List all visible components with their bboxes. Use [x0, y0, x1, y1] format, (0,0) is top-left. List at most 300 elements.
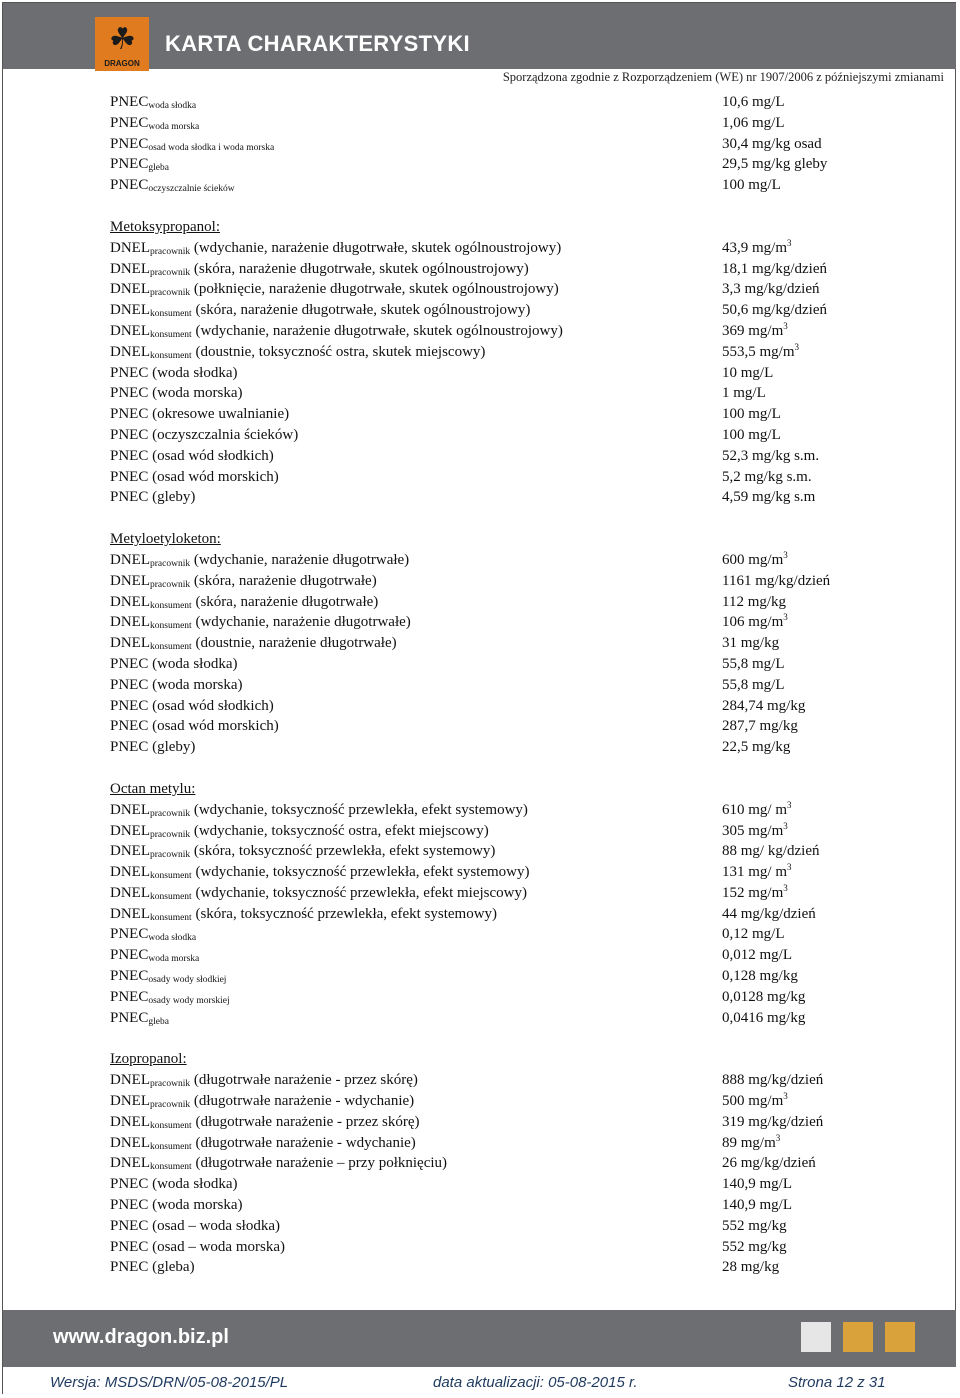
parameter-condition: (skóra, narażenie długotrwałe, skutek ogólnoustrojowy): [191, 302, 531, 319]
parameter-value: [722, 904, 816, 925]
parameter-condition: (wdychanie, toksyczność ostra, efekt miejscowy): [190, 822, 489, 839]
parameter-subscript: pracownik: [150, 246, 191, 257]
value-text: 4,59 mg/kg s.m: [722, 489, 816, 506]
section-heading: Izopropanol:: [110, 1051, 187, 1068]
parameter-value: [722, 1070, 823, 1091]
value-text: 28 mg/kg: [722, 1259, 780, 1276]
parameter-row: [110, 945, 890, 966]
parameter-row: [110, 342, 890, 363]
parameter-row: [110, 446, 890, 467]
value-text: 43,9 mg/m: [722, 239, 788, 256]
parameter-condition: (wdychanie, narażenie długotrwałe, skutek ogólnoustrojowy): [190, 239, 562, 256]
parameter-label: [110, 1257, 195, 1278]
parameter-value: [722, 363, 773, 384]
parameter-row: [110, 612, 890, 633]
parameter-label: [110, 404, 289, 425]
parameter-label: [110, 675, 242, 696]
parameter-value: [722, 259, 827, 280]
parameter-value: [722, 446, 819, 467]
parameter-value: [722, 342, 799, 363]
parameter-subscript: konsument: [150, 1120, 192, 1131]
parameter-row: [110, 1112, 890, 1133]
value-text: 552 mg/kg: [722, 1238, 787, 1255]
value-superscript: 3: [783, 549, 788, 560]
section-heading-row: [110, 1049, 890, 1070]
parameter-name: PNEC: [110, 114, 149, 131]
parameter-subscript: konsument: [150, 1141, 192, 1152]
value-text: 888 mg/kg/dzień: [722, 1072, 824, 1089]
parameter-subscript: pracownik: [150, 850, 191, 861]
header-band: [3, 3, 956, 69]
value-text: 52,3 mg/kg s.m.: [722, 447, 820, 464]
parameter-value: [722, 487, 815, 508]
parameter-row: [110, 883, 890, 904]
parameter-row: [110, 716, 890, 737]
parameter-row: [110, 966, 890, 987]
version-text: Wersja: MSDS/DRN/05-08-2015/PL: [50, 1374, 289, 1391]
value-text: 1,06 mg/L: [722, 114, 785, 131]
parameter-subscript: konsument: [150, 1162, 192, 1173]
parameter-condition: (skóra, narażenie długotrwałe): [190, 572, 377, 589]
parameter-value: [722, 113, 785, 134]
parameter-value: [722, 716, 798, 737]
parameter-subscript: woda morska: [148, 954, 200, 965]
value-superscript: 3: [794, 341, 800, 352]
value-text: 31 mg/kg: [722, 635, 780, 652]
value-text: 284,74 mg/kg: [722, 697, 806, 714]
parameter-label: [110, 1008, 169, 1033]
value-text: 22,5 mg/kg: [722, 739, 791, 756]
footer-band: [3, 1310, 956, 1367]
parameter-value: [722, 592, 786, 613]
parameter-value: [722, 821, 788, 842]
parameter-subscript: pracownik: [150, 558, 191, 569]
parameter-name: PNEC (osad – woda słodka): [110, 1217, 280, 1234]
parameter-name: PNEC (osad wód morskich): [110, 468, 279, 485]
parameter-name: PNEC (okresowe uwalnianie): [110, 406, 290, 423]
parameter-condition: (wdychanie, narażenie długotrwałe, skutek ogólnoustrojowy): [191, 322, 563, 339]
parameter-subscript: osad woda słodka i woda morska: [148, 142, 275, 153]
dragon-logo-icon: ☘: [109, 22, 136, 57]
parameter-row: [110, 1237, 890, 1258]
value-superscript: 3: [775, 1132, 781, 1143]
parameter-row: [110, 821, 890, 842]
parameter-value: [722, 467, 812, 488]
parameter-name: PNEC (woda słodka): [110, 364, 238, 381]
value-text: 10,6 mg/L: [722, 94, 785, 110]
parameter-name: DNEL: [110, 635, 150, 652]
parameter-label: [110, 383, 242, 404]
parameter-name: PNEC: [110, 926, 149, 943]
parameter-subscript: konsument: [150, 329, 192, 340]
value-text: 29,5 mg/kg gleby: [722, 156, 828, 173]
parameter-condition: (długotrwałe narażenie - przez skórę): [191, 1113, 420, 1130]
value-superscript: 3: [783, 1091, 788, 1102]
value-text: 55,8 mg/L: [722, 676, 785, 693]
value-text: 0,0128 mg/kg: [722, 988, 806, 1005]
parameter-condition: (wdychanie, toksyczność przewlekła, efekt systemowy): [190, 801, 528, 818]
parameter-value: [722, 945, 792, 966]
parameter-name: DNEL: [110, 1093, 150, 1110]
parameter-value: [722, 1153, 816, 1174]
parameter-row: [110, 134, 890, 155]
parameter-value: [722, 1195, 792, 1216]
value-text: 88 mg/ kg/dzień: [722, 843, 820, 860]
parameter-name: DNEL: [110, 343, 150, 360]
parameter-name: PNEC (osad – woda morska): [110, 1238, 285, 1255]
value-superscript: 3: [787, 237, 792, 248]
parameter-row: [110, 1174, 890, 1195]
footer-square-3: [885, 1322, 915, 1352]
parameter-row: [110, 1091, 890, 1112]
parameter-subscript: woda słodka: [148, 101, 197, 111]
parameter-label: [110, 716, 279, 737]
parameter-name: DNEL: [110, 1155, 150, 1172]
value-text: 1161 mg/kg/dzień: [722, 572, 831, 589]
parameter-name: DNEL: [110, 614, 150, 631]
parameter-value: [722, 654, 785, 675]
parameter-condition: (wdychanie, narażenie długotrwałe): [190, 551, 410, 568]
value-text: 287,7 mg/kg: [722, 718, 798, 735]
parameter-subscript: pracownik: [150, 288, 191, 299]
value-text: 152 mg/m: [722, 884, 784, 901]
value-text: 50,6 mg/kg/dzień: [722, 302, 827, 319]
parameter-condition: (wdychanie, toksyczność przewlekła, efekt miejscowy): [191, 884, 527, 901]
value-text: 5,2 mg/kg s.m.: [722, 468, 812, 485]
value-text: 140,9 mg/L: [722, 1176, 792, 1193]
parameter-name: DNEL: [110, 1072, 150, 1089]
parameter-name: PNEC: [110, 94, 149, 110]
value-text: 3,3 mg/kg/dzień: [722, 281, 820, 298]
value-text: 140,9 mg/L: [722, 1197, 792, 1214]
parameter-value: [722, 175, 781, 196]
parameter-value: [722, 321, 788, 342]
parameter-subscript: pracownik: [150, 267, 191, 278]
parameter-value: [722, 675, 785, 696]
parameter-condition: (połknięcie, narażenie długotrwałe, skutek ogólnoustrojowy): [190, 281, 559, 298]
parameter-name: PNEC (woda słodka): [110, 655, 238, 672]
parameter-condition: (długotrwałe narażenie - wdychanie): [190, 1093, 415, 1110]
value-superscript: 3: [783, 820, 788, 831]
parameter-name: DNEL: [110, 843, 150, 860]
parameter-row: [110, 841, 890, 862]
parameter-name: DNEL: [110, 572, 150, 589]
parameter-row: [110, 238, 890, 259]
parameter-value: [722, 425, 781, 446]
dragon-logo: [95, 17, 149, 71]
parameter-subscript: konsument: [150, 600, 192, 611]
parameter-value: [722, 1008, 805, 1029]
parameter-value: [722, 696, 805, 717]
value-text: 89 mg/m: [722, 1134, 776, 1151]
parameter-row: [110, 904, 890, 925]
value-text: 55,8 mg/L: [722, 655, 785, 672]
parameter-subscript: woda słodka: [148, 933, 197, 944]
footer-bar: [3, 1367, 956, 1394]
parameter-subscript: pracownik: [150, 808, 191, 819]
parameter-row: [110, 592, 890, 613]
parameter-value: [722, 238, 792, 259]
parameter-subscript: pracownik: [150, 1100, 191, 1111]
parameter-value: [722, 737, 790, 758]
parameter-name: PNEC: [110, 177, 149, 194]
section-heading-row: [110, 529, 890, 550]
parameter-value: [722, 966, 798, 987]
value-superscript: 3: [787, 799, 792, 810]
parameter-value: [722, 883, 788, 904]
parameter-subscript: pracownik: [150, 829, 191, 840]
value-text: 305 mg/m: [722, 822, 784, 839]
parameter-row: [110, 800, 890, 821]
parameter-subscript: woda morska: [148, 121, 200, 132]
parameter-label: [110, 1237, 285, 1258]
logo-text: DRAGON: [104, 59, 140, 68]
parameter-name: PNEC (gleby): [110, 489, 196, 506]
section-heading: Octan metylu:: [110, 780, 196, 797]
parameter-subscript: konsument: [150, 350, 192, 361]
value-text: 10 mg/L: [722, 364, 774, 381]
parameter-label: [110, 654, 238, 675]
parameter-value: [722, 987, 805, 1008]
parameter-name: PNEC (osad wód słodkich): [110, 447, 274, 464]
parameter-row: [110, 404, 890, 425]
parameter-row: [110, 862, 890, 883]
value-text: 30,4 mg/kg osad: [722, 135, 822, 152]
parameter-subscript: konsument: [150, 309, 192, 320]
value-text: 552 mg/kg: [722, 1217, 787, 1234]
parameter-name: PNEC (osad wód morskich): [110, 718, 279, 735]
parameter-subscript: konsument: [150, 891, 192, 902]
value-text: 0,012 mg/L: [722, 947, 792, 964]
value-text: 369 mg/m: [722, 322, 784, 339]
parameter-condition: (skóra, narażenie długotrwałe): [191, 593, 379, 610]
parameter-condition: (doustnie, toksyczność ostra, skutek miejscowy): [191, 343, 486, 360]
value-superscript: 3: [783, 882, 788, 893]
parameter-row: [110, 550, 890, 571]
value-text: 100 mg/L: [722, 177, 781, 194]
parameter-value: [722, 550, 788, 571]
parameter-row: [110, 259, 890, 280]
parameter-row: [110, 696, 890, 717]
parameter-row: [110, 1195, 890, 1216]
section-gap: [110, 1028, 890, 1049]
parameter-name: DNEL: [110, 239, 150, 256]
parameter-row: [110, 113, 890, 134]
website-link[interactable]: www.dragon.biz.pl: [53, 1326, 229, 1348]
value-text: 100 mg/L: [722, 426, 781, 443]
parameter-name: PNEC (woda morska): [110, 676, 243, 693]
value-text: 500 mg/m: [722, 1093, 784, 1110]
parameter-value: [722, 1216, 787, 1237]
parameter-value: [722, 404, 781, 425]
parameter-subscript: osady wody morskiej: [148, 995, 230, 1006]
parameter-condition: (skóra, narażenie długotrwałe, skutek ogólnoustrojowy): [190, 260, 529, 277]
parameter-value: [722, 300, 827, 321]
parameter-value: [722, 383, 766, 404]
parameter-row: [110, 321, 890, 342]
parameter-subscript: konsument: [150, 621, 192, 632]
parameter-value: [722, 1237, 787, 1258]
parameter-name: DNEL: [110, 593, 150, 610]
regulation-note: Sporządzona zgodnie z Rozporządzeniem (WE) nr 1907/2006 z późniejszymi zmianami: [502, 70, 944, 84]
parameter-row: [110, 467, 890, 488]
parameter-row: [110, 654, 890, 675]
parameter-condition: (długotrwałe narażenie - wdychanie): [191, 1134, 416, 1151]
parameter-row: [110, 154, 890, 175]
parameter-name: DNEL: [110, 884, 150, 901]
parameter-row: [110, 363, 890, 384]
parameter-condition: (wdychanie, narażenie długotrwałe): [191, 614, 411, 631]
parameter-condition: (długotrwałe narażenie - przez skórę): [190, 1072, 418, 1089]
parameter-name: PNEC (woda morska): [110, 1197, 243, 1214]
value-superscript: 3: [783, 612, 788, 623]
parameter-value: [722, 571, 830, 592]
parameter-row: [110, 675, 890, 696]
parameter-condition: (skóra, toksyczność przewlekła, efekt systemowy): [190, 843, 496, 860]
parameter-value: [722, 92, 785, 113]
parameter-row: [110, 300, 890, 321]
parameter-subscript: pracownik: [150, 579, 191, 590]
parameter-row: [110, 279, 890, 300]
value-text: 610 mg/ m: [722, 801, 788, 818]
parameter-name: DNEL: [110, 864, 150, 881]
parameter-name: DNEL: [110, 801, 150, 818]
parameter-row: [110, 987, 890, 1008]
parameter-value: [722, 279, 820, 300]
parameter-label: [110, 737, 195, 758]
parameter-name: DNEL: [110, 260, 150, 277]
parameter-value: [722, 841, 820, 862]
parameter-name: DNEL: [110, 905, 150, 922]
parameter-name: PNEC: [110, 135, 149, 152]
parameter-condition: (doustnie, narażenie długotrwałe): [191, 635, 397, 652]
value-text: 44 mg/kg/dzień: [722, 905, 816, 922]
section-heading: Metoksypropanol:: [110, 218, 220, 235]
value-text: 600 mg/m: [722, 551, 784, 568]
section-gap: [110, 508, 890, 529]
parameter-name: PNEC (oczyszczalnia ścieków): [110, 426, 299, 443]
parameter-value: [722, 1257, 779, 1278]
value-superscript: 3: [783, 320, 788, 331]
parameter-subscript: konsument: [150, 871, 192, 882]
parameter-value: [722, 1112, 823, 1133]
parameter-subscript: oczyszczalnie ścieków: [148, 184, 235, 195]
parameter-value: [722, 134, 822, 155]
parameter-row: [110, 175, 890, 196]
parameter-name: PNEC: [110, 968, 149, 985]
parameter-value: [722, 1133, 780, 1154]
footer-square-2: [843, 1322, 873, 1352]
section-heading-row: [110, 779, 890, 800]
update-date: data aktualizacji: 05-08-2015 r.: [433, 1374, 638, 1391]
parameter-name: DNEL: [110, 551, 150, 568]
section-heading-row: [110, 217, 890, 238]
parameter-value: [722, 924, 785, 945]
value-text: 106 mg/m: [722, 614, 784, 631]
parameter-label: [110, 1174, 238, 1195]
parameter-value: [722, 1091, 788, 1112]
parameter-condition: (długotrwałe narażenie – przy połknięciu): [191, 1155, 448, 1172]
parameter-name: PNEC: [110, 947, 149, 964]
value-text: 553,5 mg/m: [722, 343, 795, 360]
main-content: [110, 92, 890, 1278]
page-number: Strona 12 z 31: [788, 1374, 886, 1391]
parameter-label: [110, 446, 274, 467]
parameter-name: PNEC (woda morska): [110, 385, 243, 402]
parameter-row: [110, 633, 890, 654]
value-superscript: 3: [787, 862, 792, 873]
parameter-label: [110, 1216, 280, 1237]
parameter-name: DNEL: [110, 1113, 150, 1130]
parameter-subscript: gleba: [148, 1016, 169, 1027]
parameter-label: [110, 467, 279, 488]
parameter-name: DNEL: [110, 822, 150, 839]
value-text: 0,128 mg/kg: [722, 968, 798, 985]
parameter-row: [110, 383, 890, 404]
parameter-row: [110, 92, 890, 113]
parameter-label: [110, 1195, 242, 1216]
parameter-subscript: konsument: [150, 912, 192, 923]
footer-square-1: [801, 1322, 831, 1352]
parameter-label: [110, 363, 238, 384]
parameter-name: DNEL: [110, 1134, 150, 1151]
parameter-row: [110, 487, 890, 508]
parameter-name: DNEL: [110, 281, 150, 298]
parameter-row: [110, 1070, 890, 1091]
parameter-name: PNEC: [110, 1009, 149, 1026]
parameter-row: [110, 1257, 890, 1278]
parameter-label: [110, 487, 195, 508]
parameter-value: [722, 800, 792, 821]
parameter-name: PNEC (osad wód słodkich): [110, 697, 274, 714]
parameter-subscript: osady wody słodkiej: [148, 975, 227, 986]
value-text: 1 mg/L: [722, 385, 766, 402]
parameter-name: PNEC (gleby): [110, 739, 196, 756]
parameter-condition: (wdychanie, toksyczność przewlekła, efekt systemowy): [191, 864, 530, 881]
section-heading: Metyloetyloketon:: [110, 531, 221, 548]
parameter-name: DNEL: [110, 302, 150, 319]
parameter-row: [110, 1153, 890, 1174]
value-text: 0,0416 mg/kg: [722, 1009, 806, 1026]
parameter-value: [722, 633, 779, 654]
parameter-row: [110, 425, 890, 446]
value-text: 100 mg/L: [722, 406, 781, 423]
parameter-name: PNEC (gleba): [110, 1259, 195, 1276]
parameter-row: [110, 737, 890, 758]
parameter-row: [110, 1008, 890, 1029]
value-text: 18,1 mg/kg/dzień: [722, 260, 827, 277]
value-text: 319 mg/kg/dzień: [722, 1113, 824, 1130]
parameter-row: [110, 1216, 890, 1237]
parameter-name: PNEC (woda słodka): [110, 1176, 238, 1193]
parameter-label: [110, 425, 298, 446]
parameter-label: [110, 696, 274, 717]
parameter-row: [110, 1133, 890, 1154]
parameter-label: [110, 175, 235, 200]
section-gap: [110, 758, 890, 779]
document-title: KARTA CHARAKTERYSTYKI: [165, 31, 470, 56]
value-text: 26 mg/kg/dzień: [722, 1155, 816, 1172]
parameter-value: [722, 1174, 792, 1195]
parameter-row: [110, 571, 890, 592]
parameter-subscript: konsument: [150, 642, 192, 653]
value-text: 112 mg/kg: [722, 593, 787, 610]
parameter-row: [110, 924, 890, 945]
parameter-name: PNEC: [110, 156, 149, 173]
parameter-name: PNEC: [110, 988, 149, 1005]
parameter-name: DNEL: [110, 322, 150, 339]
parameter-value: [722, 862, 792, 883]
